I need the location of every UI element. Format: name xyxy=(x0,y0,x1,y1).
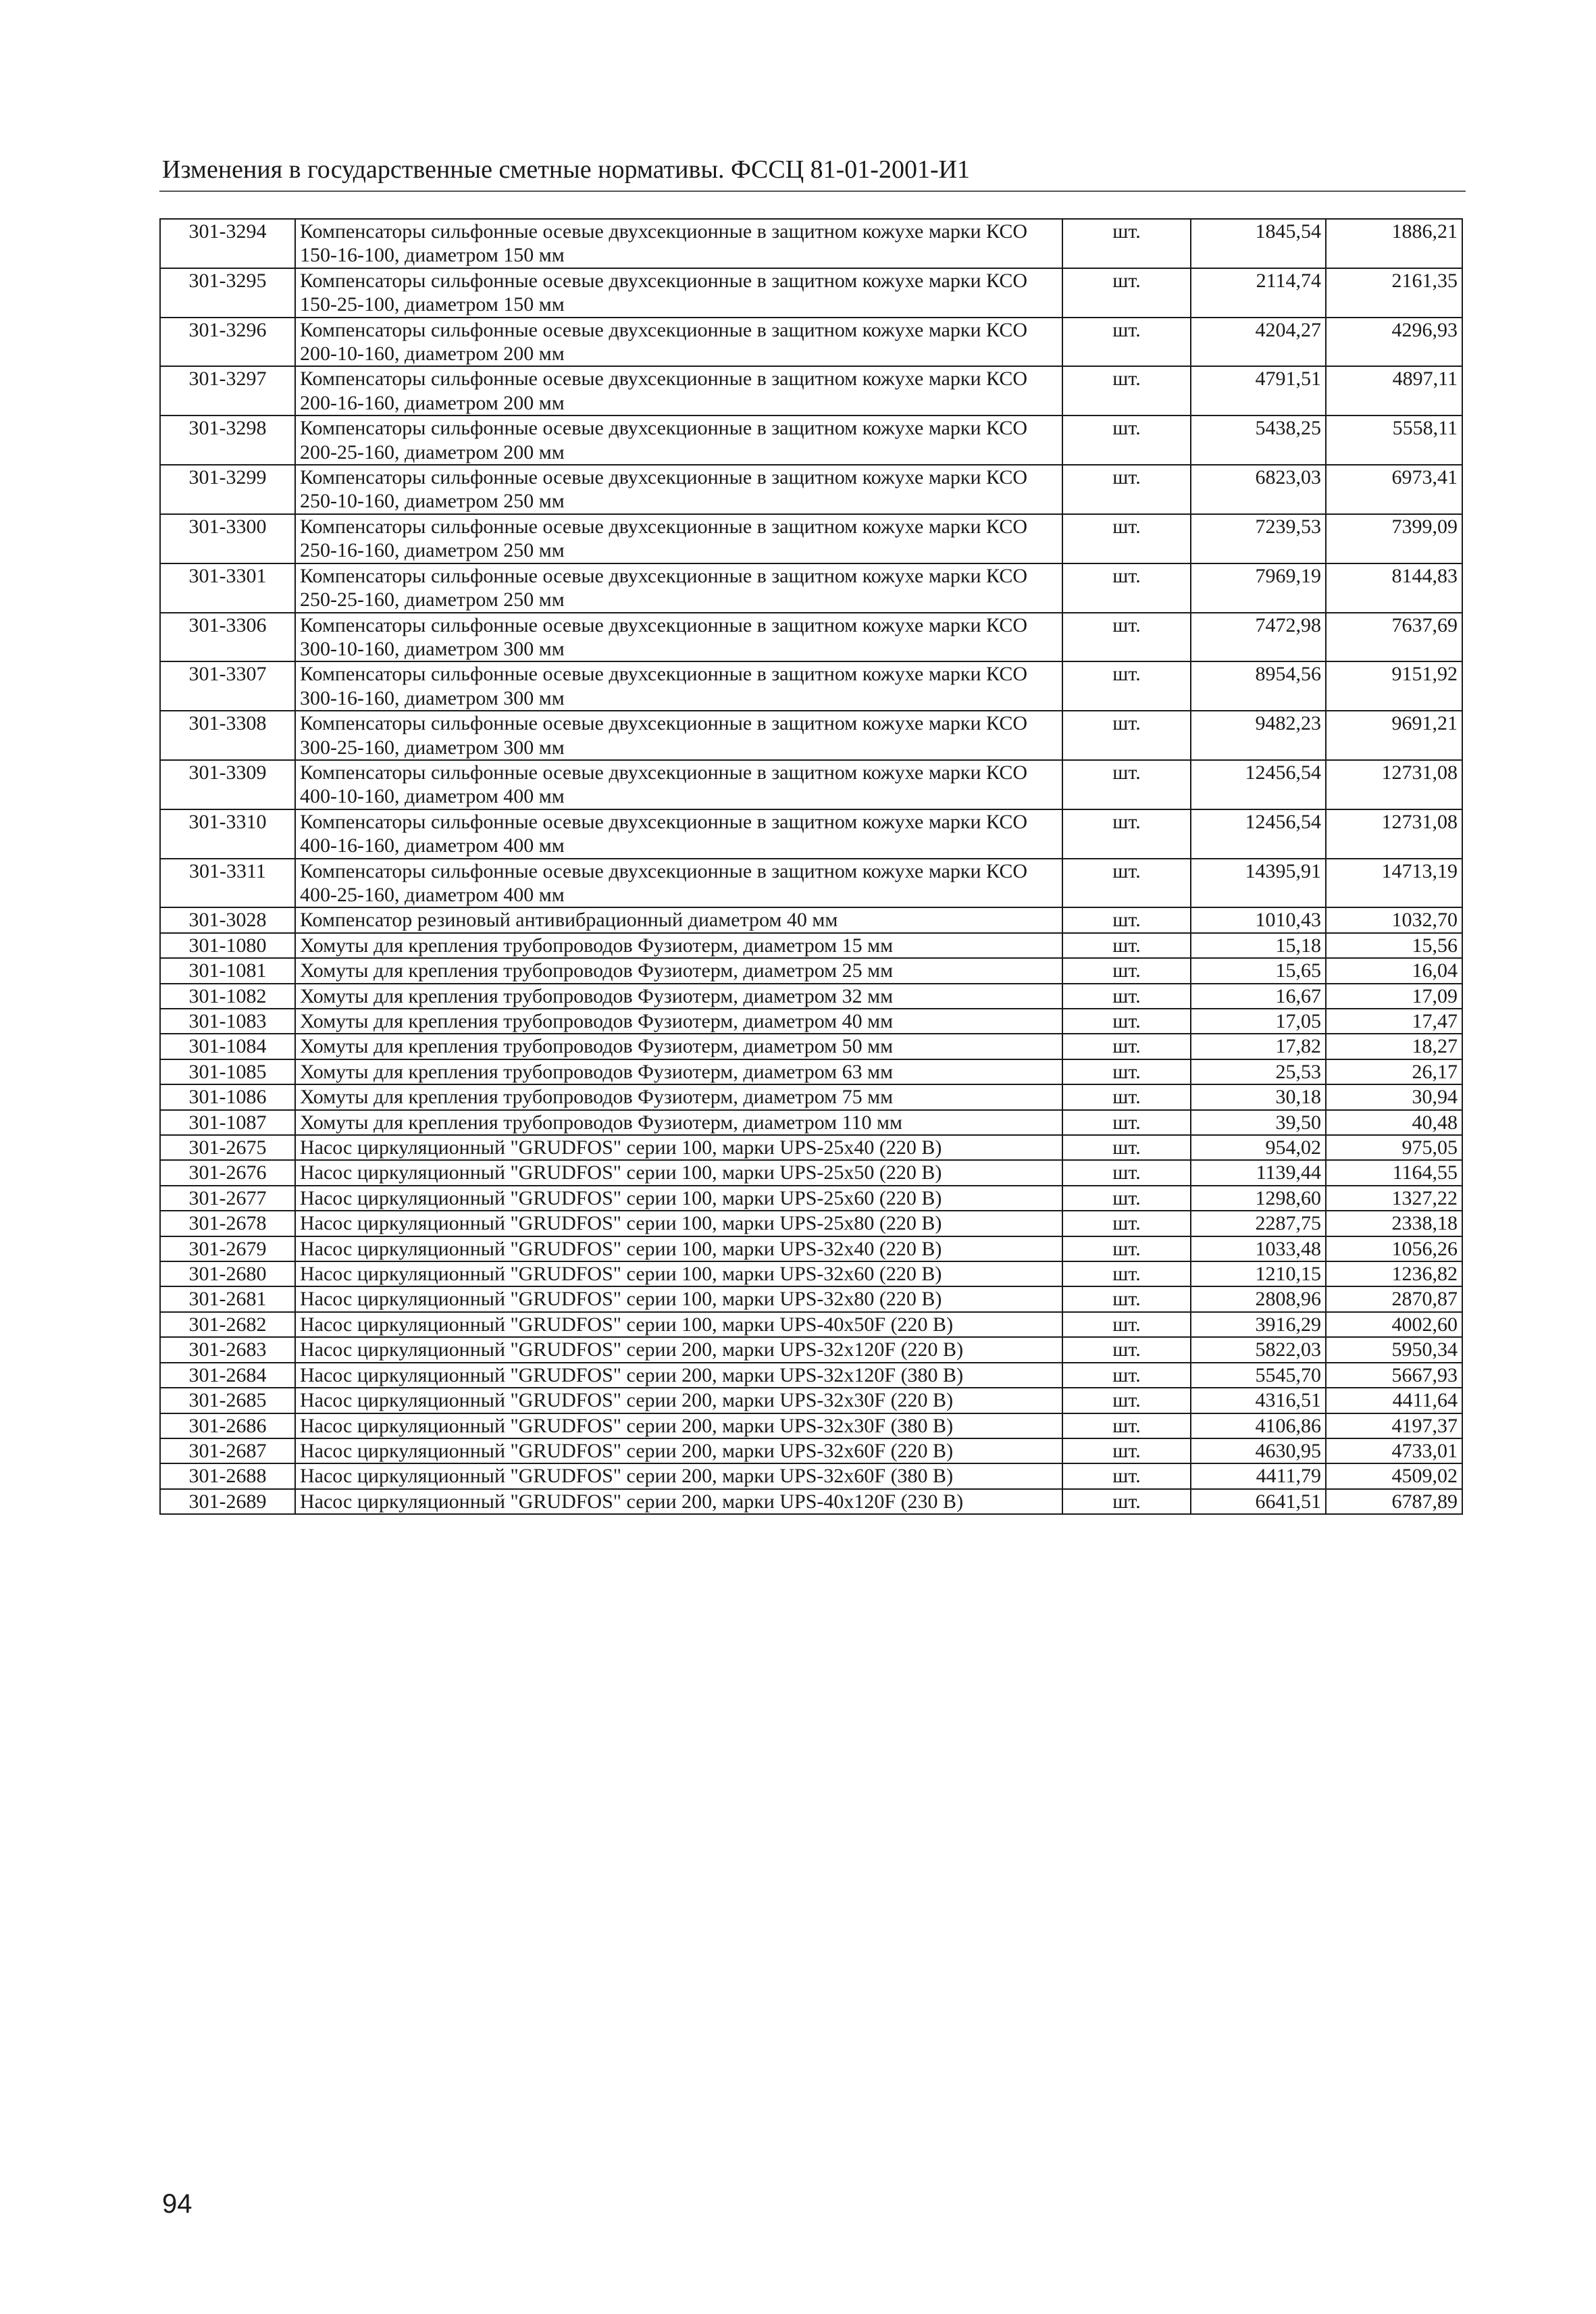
table-row xyxy=(160,1312,1462,1337)
item-name-cell: Хомуты для крепления трубопроводов Фузиотерм, диаметром 50 мм xyxy=(295,1034,1062,1059)
item-name-cell: Хомуты для крепления трубопроводов Фузиотерм, диаметром 32 мм xyxy=(295,984,1062,1009)
price-2-cell: 16,04 xyxy=(1326,958,1462,983)
item-code-cell: 301-2679 xyxy=(160,1236,295,1261)
price-2-cell: 9151,92 xyxy=(1326,661,1462,711)
item-unit-cell: шт. xyxy=(1062,1286,1191,1311)
price-2-cell: 6787,89 xyxy=(1326,1489,1462,1514)
item-unit-cell: шт. xyxy=(1062,933,1191,958)
table-row xyxy=(160,1084,1462,1109)
item-code-cell: 301-2688 xyxy=(160,1463,295,1488)
table-row xyxy=(160,907,1462,932)
item-name-cell: Компенсаторы сильфонные осевые двухсекционные в защитном кожухе марки КСО 400-16-160, диаметром 400 мм xyxy=(295,809,1062,859)
item-code-cell: 301-3298 xyxy=(160,416,295,465)
item-code-cell: 301-1081 xyxy=(160,958,295,983)
item-name-cell: Хомуты для крепления трубопроводов Фузиотерм, диаметром 15 мм xyxy=(295,933,1062,958)
item-name-cell: Компенсаторы сильфонные осевые двухсекционные в защитном кожухе марки КСО 250-25-160, диаметром 250 мм xyxy=(295,563,1062,613)
table-row xyxy=(160,268,1462,318)
item-name-cell: Насос циркуляционный "GRUDFOS" серии 100, марки UPS-25x80 (220 В) xyxy=(295,1211,1062,1236)
item-code-cell: 301-3306 xyxy=(160,613,295,662)
table-row xyxy=(160,416,1462,465)
item-unit-cell: шт. xyxy=(1062,958,1191,983)
table-row xyxy=(160,1261,1462,1286)
item-unit-cell: шт. xyxy=(1062,1084,1191,1109)
item-code-cell: 301-2677 xyxy=(160,1186,295,1211)
price-1-cell: 5545,70 xyxy=(1191,1363,1326,1388)
table-row xyxy=(160,1438,1462,1463)
price-2-cell: 5667,93 xyxy=(1326,1363,1462,1388)
item-name-cell: Компенсаторы сильфонные осевые двухсекционные в защитном кожухе марки КСО 300-10-160, диаметром 300 мм xyxy=(295,613,1062,662)
item-code-cell: 301-2675 xyxy=(160,1135,295,1160)
price-1-cell: 15,65 xyxy=(1191,958,1326,983)
price-1-cell: 30,18 xyxy=(1191,1084,1326,1109)
table-row xyxy=(160,318,1462,367)
item-unit-cell: шт. xyxy=(1062,1337,1191,1362)
price-1-cell: 4106,86 xyxy=(1191,1413,1326,1438)
item-code-cell: 301-3297 xyxy=(160,366,295,416)
item-code-cell: 301-3301 xyxy=(160,563,295,613)
item-unit-cell: шт. xyxy=(1062,907,1191,932)
price-2-cell: 40,48 xyxy=(1326,1110,1462,1135)
price-1-cell: 5822,03 xyxy=(1191,1337,1326,1362)
item-name-cell: Компенсаторы сильфонные осевые двухсекционные в защитном кожухе марки КСО 200-10-160, диаметром 200 мм xyxy=(295,318,1062,367)
item-unit-cell: шт. xyxy=(1062,760,1191,809)
table-row xyxy=(160,1110,1462,1135)
table-row xyxy=(160,711,1462,760)
item-code-cell: 301-1087 xyxy=(160,1110,295,1135)
item-unit-cell: шт. xyxy=(1062,1009,1191,1034)
item-name-cell: Компенсаторы сильфонные осевые двухсекционные в защитном кожухе марки КСО 150-16-100, диаметром 150 мм xyxy=(295,219,1062,268)
price-2-cell: 4002,60 xyxy=(1326,1312,1462,1337)
price-2-cell: 1056,26 xyxy=(1326,1236,1462,1261)
item-name-cell: Насос циркуляционный "GRUDFOS" серии 200, марки UPS-32x120F (380 В) xyxy=(295,1363,1062,1388)
item-code-cell: 301-1084 xyxy=(160,1034,295,1059)
item-name-cell: Насос циркуляционный "GRUDFOS" серии 200, марки UPS-32x60F (220 В) xyxy=(295,1438,1062,1463)
price-1-cell: 954,02 xyxy=(1191,1135,1326,1160)
price-table-body xyxy=(160,219,1462,1514)
price-2-cell: 1164,55 xyxy=(1326,1160,1462,1185)
item-code-cell: 301-2681 xyxy=(160,1286,295,1311)
price-1-cell: 1139,44 xyxy=(1191,1160,1326,1185)
table-row xyxy=(160,1363,1462,1388)
table-row xyxy=(160,933,1462,958)
item-unit-cell: шт. xyxy=(1062,416,1191,465)
price-1-cell: 6641,51 xyxy=(1191,1489,1326,1514)
item-code-cell: 301-1080 xyxy=(160,933,295,958)
price-2-cell: 1327,22 xyxy=(1326,1186,1462,1211)
table-row xyxy=(160,465,1462,514)
price-1-cell: 2287,75 xyxy=(1191,1211,1326,1236)
item-name-cell: Насос циркуляционный "GRUDFOS" серии 100, марки UPS-32x60 (220 В) xyxy=(295,1261,1062,1286)
price-1-cell: 39,50 xyxy=(1191,1110,1326,1135)
item-name-cell: Компенсаторы сильфонные осевые двухсекционные в защитном кожухе марки КСО 400-25-160, диаметром 400 мм xyxy=(295,859,1062,908)
item-unit-cell: шт. xyxy=(1062,661,1191,711)
item-code-cell: 301-3300 xyxy=(160,514,295,563)
table-row xyxy=(160,809,1462,859)
table-row xyxy=(160,563,1462,613)
item-unit-cell: шт. xyxy=(1062,1186,1191,1211)
price-1-cell: 2808,96 xyxy=(1191,1286,1326,1311)
item-name-cell: Хомуты для крепления трубопроводов Фузиотерм, диаметром 63 мм xyxy=(295,1059,1062,1084)
table-row xyxy=(160,760,1462,809)
price-2-cell: 4296,93 xyxy=(1326,318,1462,367)
item-unit-cell: шт. xyxy=(1062,219,1191,268)
item-unit-cell: шт. xyxy=(1062,1135,1191,1160)
item-code-cell: 301-3311 xyxy=(160,859,295,908)
price-2-cell: 17,09 xyxy=(1326,984,1462,1009)
price-1-cell: 1033,48 xyxy=(1191,1236,1326,1261)
item-unit-cell: шт. xyxy=(1062,1463,1191,1488)
item-unit-cell: шт. xyxy=(1062,859,1191,908)
price-2-cell: 15,56 xyxy=(1326,933,1462,958)
item-code-cell: 301-2687 xyxy=(160,1438,295,1463)
item-unit-cell: шт. xyxy=(1062,514,1191,563)
item-name-cell: Насос циркуляционный "GRUDFOS" серии 200, марки UPS-32x120F (220 В) xyxy=(295,1337,1062,1362)
item-unit-cell: шт. xyxy=(1062,1413,1191,1438)
item-name-cell: Насос циркуляционный "GRUDFOS" серии 200, марки UPS-32x30F (220 В) xyxy=(295,1388,1062,1413)
item-code-cell: 301-1086 xyxy=(160,1084,295,1109)
price-2-cell: 26,17 xyxy=(1326,1059,1462,1084)
item-code-cell: 301-3310 xyxy=(160,809,295,859)
price-1-cell: 7969,19 xyxy=(1191,563,1326,613)
item-name-cell: Насос циркуляционный "GRUDFOS" серии 200, марки UPS-32x30F (380 В) xyxy=(295,1413,1062,1438)
item-name-cell: Насос циркуляционный "GRUDFOS" серии 100, марки UPS-32x40 (220 В) xyxy=(295,1236,1062,1261)
price-2-cell: 5950,34 xyxy=(1326,1337,1462,1362)
table-row xyxy=(160,514,1462,563)
item-code-cell: 301-3299 xyxy=(160,465,295,514)
price-2-cell: 9691,21 xyxy=(1326,711,1462,760)
item-unit-cell: шт. xyxy=(1062,1363,1191,1388)
price-1-cell: 4411,79 xyxy=(1191,1463,1326,1488)
item-name-cell: Насос циркуляционный "GRUDFOS" серии 100, марки UPS-25x60 (220 В) xyxy=(295,1186,1062,1211)
price-2-cell: 2338,18 xyxy=(1326,1211,1462,1236)
table-row xyxy=(160,366,1462,416)
item-code-cell: 301-1082 xyxy=(160,984,295,1009)
price-2-cell: 4197,37 xyxy=(1326,1413,1462,1438)
item-unit-cell: шт. xyxy=(1062,1438,1191,1463)
price-1-cell: 1298,60 xyxy=(1191,1186,1326,1211)
item-unit-cell: шт. xyxy=(1062,984,1191,1009)
price-2-cell: 2161,35 xyxy=(1326,268,1462,318)
price-1-cell: 3916,29 xyxy=(1191,1312,1326,1337)
table-row xyxy=(160,1286,1462,1311)
item-code-cell: 301-2685 xyxy=(160,1388,295,1413)
table-row xyxy=(160,1211,1462,1236)
table-row xyxy=(160,1034,1462,1059)
price-2-cell: 1032,70 xyxy=(1326,907,1462,932)
item-unit-cell: шт. xyxy=(1062,1261,1191,1286)
price-1-cell: 6823,03 xyxy=(1191,465,1326,514)
item-code-cell: 301-2680 xyxy=(160,1261,295,1286)
price-1-cell: 1210,15 xyxy=(1191,1261,1326,1286)
price-1-cell: 12456,54 xyxy=(1191,760,1326,809)
item-code-cell: 301-2678 xyxy=(160,1211,295,1236)
item-code-cell: 301-1085 xyxy=(160,1059,295,1084)
item-unit-cell: шт. xyxy=(1062,613,1191,662)
table-row xyxy=(160,1059,1462,1084)
item-code-cell: 301-2684 xyxy=(160,1363,295,1388)
item-unit-cell: шт. xyxy=(1062,1059,1191,1084)
table-row xyxy=(160,1413,1462,1438)
table-row xyxy=(160,219,1462,268)
item-code-cell: 301-2676 xyxy=(160,1160,295,1185)
price-1-cell: 7239,53 xyxy=(1191,514,1326,563)
item-name-cell: Насос циркуляционный "GRUDFOS" серии 100, марки UPS-32x80 (220 В) xyxy=(295,1286,1062,1311)
price-2-cell: 4411,64 xyxy=(1326,1388,1462,1413)
item-name-cell: Компенсаторы сильфонные осевые двухсекционные в защитном кожухе марки КСО 400-10-160, диаметром 400 мм xyxy=(295,760,1062,809)
item-name-cell: Хомуты для крепления трубопроводов Фузиотерм, диаметром 40 мм xyxy=(295,1009,1062,1034)
price-table xyxy=(159,218,1463,1515)
price-1-cell: 8954,56 xyxy=(1191,661,1326,711)
item-code-cell: 301-2686 xyxy=(160,1413,295,1438)
price-1-cell: 1010,43 xyxy=(1191,907,1326,932)
item-name-cell: Насос циркуляционный "GRUDFOS" серии 100, марки UPS-25x40 (220 В) xyxy=(295,1135,1062,1160)
price-1-cell: 17,82 xyxy=(1191,1034,1326,1059)
price-2-cell: 12731,08 xyxy=(1326,760,1462,809)
item-name-cell: Компенсаторы сильфонные осевые двухсекционные в защитном кожухе марки КСО 300-25-160, диаметром 300 мм xyxy=(295,711,1062,760)
table-row xyxy=(160,1489,1462,1514)
item-name-cell: Компенсаторы сильфонные осевые двухсекционные в защитном кожухе марки КСО 250-10-160, диаметром 250 мм xyxy=(295,465,1062,514)
item-unit-cell: шт. xyxy=(1062,268,1191,318)
price-2-cell: 4733,01 xyxy=(1326,1438,1462,1463)
item-unit-cell: шт. xyxy=(1062,1489,1191,1514)
price-1-cell: 4316,51 xyxy=(1191,1388,1326,1413)
table-row xyxy=(160,984,1462,1009)
table-row xyxy=(160,661,1462,711)
price-2-cell: 975,05 xyxy=(1326,1135,1462,1160)
item-unit-cell: шт. xyxy=(1062,366,1191,416)
table-row xyxy=(160,1009,1462,1034)
price-1-cell: 12456,54 xyxy=(1191,809,1326,859)
page-number: 94 xyxy=(162,2189,192,2219)
running-header: Изменения в государственные сметные нормативы. ФССЦ 81-01-2001-И1 xyxy=(162,155,971,184)
price-1-cell: 1845,54 xyxy=(1191,219,1326,268)
price-2-cell: 8144,83 xyxy=(1326,563,1462,613)
item-name-cell: Компенсаторы сильфонные осевые двухсекционные в защитном кожухе марки КСО 150-25-100, диаметром 150 мм xyxy=(295,268,1062,318)
item-unit-cell: шт. xyxy=(1062,1211,1191,1236)
item-unit-cell: шт. xyxy=(1062,1312,1191,1337)
item-code-cell: 301-1083 xyxy=(160,1009,295,1034)
price-1-cell: 4204,27 xyxy=(1191,318,1326,367)
price-1-cell: 16,67 xyxy=(1191,984,1326,1009)
price-1-cell: 5438,25 xyxy=(1191,416,1326,465)
price-1-cell: 25,53 xyxy=(1191,1059,1326,1084)
item-code-cell: 301-3295 xyxy=(160,268,295,318)
price-2-cell: 18,27 xyxy=(1326,1034,1462,1059)
item-code-cell: 301-3294 xyxy=(160,219,295,268)
price-1-cell: 15,18 xyxy=(1191,933,1326,958)
item-unit-cell: шт. xyxy=(1062,1110,1191,1135)
item-unit-cell: шт. xyxy=(1062,1160,1191,1185)
price-2-cell: 4509,02 xyxy=(1326,1463,1462,1488)
item-unit-cell: шт. xyxy=(1062,1388,1191,1413)
item-code-cell: 301-2683 xyxy=(160,1337,295,1362)
price-2-cell: 30,94 xyxy=(1326,1084,1462,1109)
price-2-cell: 4897,11 xyxy=(1326,366,1462,416)
price-1-cell: 9482,23 xyxy=(1191,711,1326,760)
table-row xyxy=(160,1135,1462,1160)
item-unit-cell: шт. xyxy=(1062,1236,1191,1261)
item-name-cell: Компенсаторы сильфонные осевые двухсекционные в защитном кожухе марки КСО 250-16-160, диаметром 250 мм xyxy=(295,514,1062,563)
price-2-cell: 6973,41 xyxy=(1326,465,1462,514)
price-2-cell: 12731,08 xyxy=(1326,809,1462,859)
item-name-cell: Компенсаторы сильфонные осевые двухсекционные в защитном кожухе марки КСО 200-25-160, диаметром 200 мм xyxy=(295,416,1062,465)
item-name-cell: Насос циркуляционный "GRUDFOS" серии 100, марки UPS-40x50F (220 В) xyxy=(295,1312,1062,1337)
header-rule xyxy=(159,191,1466,192)
table-row xyxy=(160,1463,1462,1488)
price-2-cell: 7637,69 xyxy=(1326,613,1462,662)
item-name-cell: Хомуты для крепления трубопроводов Фузиотерм, диаметром 110 мм xyxy=(295,1110,1062,1135)
price-1-cell: 4791,51 xyxy=(1191,366,1326,416)
item-unit-cell: шт. xyxy=(1062,563,1191,613)
item-name-cell: Компенсаторы сильфонные осевые двухсекционные в защитном кожухе марки КСО 200-16-160, диаметром 200 мм xyxy=(295,366,1062,416)
price-2-cell: 17,47 xyxy=(1326,1009,1462,1034)
price-1-cell: 4630,95 xyxy=(1191,1438,1326,1463)
price-1-cell: 17,05 xyxy=(1191,1009,1326,1034)
item-code-cell: 301-3307 xyxy=(160,661,295,711)
item-name-cell: Хомуты для крепления трубопроводов Фузиотерм, диаметром 25 мм xyxy=(295,958,1062,983)
item-code-cell: 301-2689 xyxy=(160,1489,295,1514)
price-2-cell: 2870,87 xyxy=(1326,1286,1462,1311)
price-2-cell: 5558,11 xyxy=(1326,416,1462,465)
price-1-cell: 2114,74 xyxy=(1191,268,1326,318)
table-row xyxy=(160,1160,1462,1185)
table-row xyxy=(160,1388,1462,1413)
item-code-cell: 301-3309 xyxy=(160,760,295,809)
item-unit-cell: шт. xyxy=(1062,711,1191,760)
item-code-cell: 301-3028 xyxy=(160,907,295,932)
item-name-cell: Компенсатор резиновый антивибрационный диаметром 40 мм xyxy=(295,907,1062,932)
price-1-cell: 14395,91 xyxy=(1191,859,1326,908)
price-1-cell: 7472,98 xyxy=(1191,613,1326,662)
item-code-cell: 301-2682 xyxy=(160,1312,295,1337)
item-unit-cell: шт. xyxy=(1062,1034,1191,1059)
item-name-cell: Компенсаторы сильфонные осевые двухсекционные в защитном кожухе марки КСО 300-16-160, диаметром 300 мм xyxy=(295,661,1062,711)
table-row xyxy=(160,613,1462,662)
price-2-cell: 1886,21 xyxy=(1326,219,1462,268)
price-2-cell: 1236,82 xyxy=(1326,1261,1462,1286)
price-2-cell: 7399,09 xyxy=(1326,514,1462,563)
table-row xyxy=(160,1236,1462,1261)
item-name-cell: Насос циркуляционный "GRUDFOS" серии 100, марки UPS-25x50 (220 В) xyxy=(295,1160,1062,1185)
price-2-cell: 14713,19 xyxy=(1326,859,1462,908)
table-row xyxy=(160,1186,1462,1211)
table-row xyxy=(160,1337,1462,1362)
item-name-cell: Насос циркуляционный "GRUDFOS" серии 200, марки UPS-32x60F (380 В) xyxy=(295,1463,1062,1488)
item-code-cell: 301-3308 xyxy=(160,711,295,760)
table-row xyxy=(160,859,1462,908)
item-unit-cell: шт. xyxy=(1062,318,1191,367)
table-row xyxy=(160,958,1462,983)
item-unit-cell: шт. xyxy=(1062,809,1191,859)
item-name-cell: Хомуты для крепления трубопроводов Фузиотерм, диаметром 75 мм xyxy=(295,1084,1062,1109)
item-name-cell: Насос циркуляционный "GRUDFOS" серии 200, марки UPS-40x120F (230 В) xyxy=(295,1489,1062,1514)
item-unit-cell: шт. xyxy=(1062,465,1191,514)
item-code-cell: 301-3296 xyxy=(160,318,295,367)
